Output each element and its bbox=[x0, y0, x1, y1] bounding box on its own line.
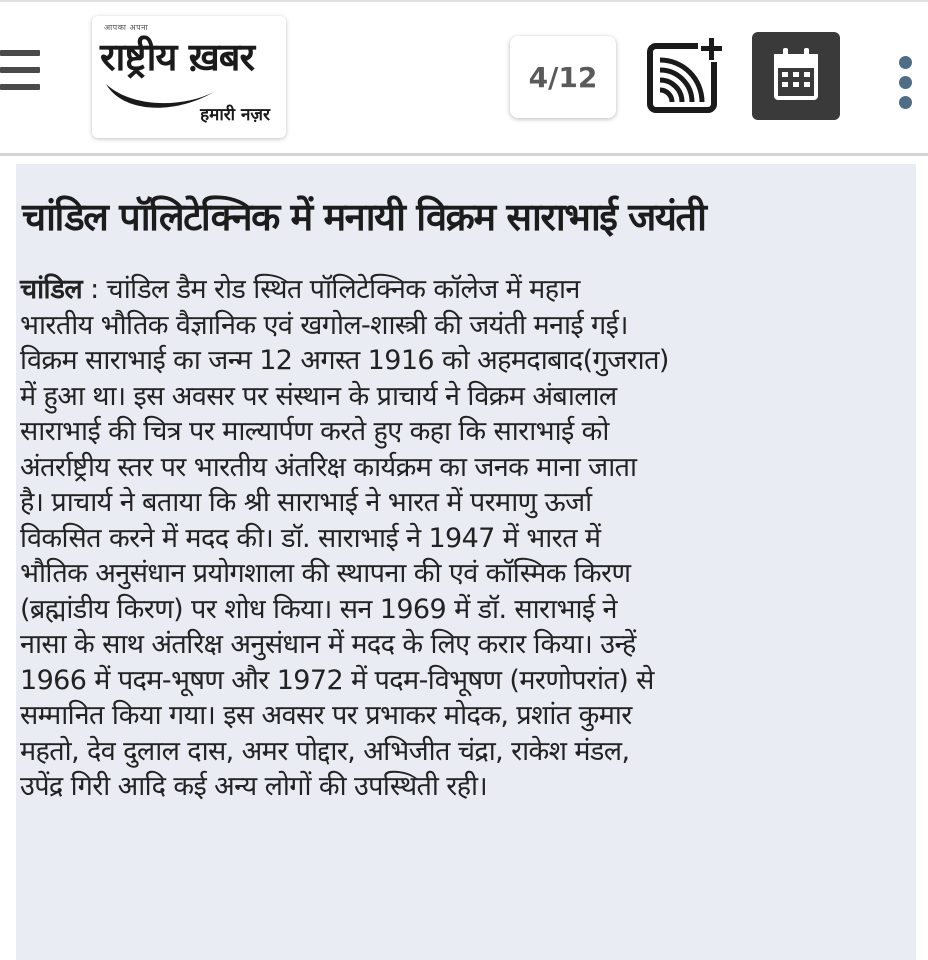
newspaper-logo[interactable] bbox=[92, 16, 286, 138]
article-line: (ब्रह्मांडीय किरण) पर शोध किया। सन 1969 में डॉ. साराभाई ने bbox=[20, 593, 617, 625]
article-line: 1966 में पदम-भूषण और 1972 में पदम-विभूषण (मरणोपरांत) से bbox=[20, 664, 654, 696]
article-line: महतो, देव दुलाल दास, अमर पोद्दार, अभिजीत चंद्रा, राकेश मंडल, bbox=[20, 735, 630, 767]
logo-small-tagline: आपका अपना bbox=[104, 23, 149, 32]
article-headline: चांडिल पॉलिटेक्निक में मनायी विक्रम साराभाई जयंती bbox=[22, 195, 706, 239]
article-line-rest: : चांडिल डैम रोड स्थित पॉलिटेक्निक कॉलेज में महान bbox=[82, 274, 580, 305]
article-line: है। प्राचार्य ने बताया कि श्री साराभाई ने भारत में परमाणु ऊर्जा bbox=[20, 487, 592, 518]
article-line: साराभाई की चित्र पर माल्यार्पण करते हुए कहा कि साराभाई को bbox=[20, 416, 609, 447]
article-line: विकसित करने में मदद की। डॉ. साराभाई ने 1947 में भारत में bbox=[20, 522, 601, 554]
more-vertical-icon[interactable] bbox=[896, 54, 916, 114]
more-dot bbox=[899, 76, 912, 89]
article-line: नासा के साथ अंतरिक्ष अनुसंधान में मदद के लिए करार किया। उन्हें bbox=[20, 629, 636, 660]
calendar-icon[interactable] bbox=[752, 32, 840, 120]
hamburger-menu-icon[interactable] bbox=[0, 50, 44, 94]
article-clipping[interactable] bbox=[16, 164, 916, 960]
article-line: उपेंद्र गिरी आदि कई अन्य लोगों की उपस्थिती रही। bbox=[20, 771, 488, 802]
article-line: अंतर्राष्ट्रीय स्तर पर भारतीय अंतरिक्ष कार्यक्रम का जनक माना जाता bbox=[20, 451, 637, 483]
article-line: में हुआ था। इस अवसर पर संस्थान के प्राचार्य ने विक्रम अंबालाल bbox=[20, 380, 617, 412]
logo-tagline: हमारी नज़र bbox=[200, 105, 270, 125]
article-line bbox=[20, 272, 910, 308]
article-dateline: चांडिल bbox=[20, 274, 83, 305]
logo-name: राष्ट्रीय ख़बर bbox=[100, 35, 255, 79]
menu-bar-middle bbox=[0, 67, 40, 73]
rss-add-icon-graphic bbox=[646, 36, 726, 116]
article-line: भारतीय भौतिक वैज्ञानिक एवं खगोल-शास्त्री की जयंती मनाई गई। bbox=[20, 309, 628, 341]
more-dot bbox=[899, 96, 912, 109]
rss-add-icon[interactable] bbox=[646, 36, 726, 116]
menu-bar-bottom bbox=[0, 84, 40, 90]
calendar-icon-graphic bbox=[752, 32, 840, 120]
article-body bbox=[20, 272, 910, 805]
article-line: भौतिक अनुसंधान प्रयोगशाला की स्थापना की एवं कॉस्मिक किरण bbox=[20, 558, 631, 589]
more-dot bbox=[899, 56, 912, 69]
top-app-bar bbox=[0, 0, 928, 156]
menu-bar-top bbox=[0, 50, 40, 56]
article-line: विक्रम साराभाई का जन्म 12 अगस्त 1916 को अहमदाबाद(गुजरात) bbox=[20, 345, 669, 376]
article-line: सम्मानित किया गया। इस अवसर पर प्रभाकर मोदक, प्रशांत कुमार bbox=[20, 700, 632, 731]
page-counter-button[interactable]: 4/12 bbox=[510, 36, 616, 118]
